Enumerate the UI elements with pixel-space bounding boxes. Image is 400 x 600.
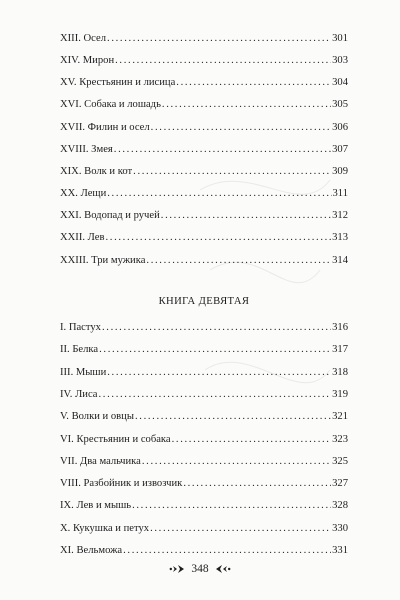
toc-entry-title: XIII. Осел: [60, 33, 107, 44]
toc-entry-title: XX. Лещи: [60, 188, 107, 200]
toc-entry-title: XXII. Лев: [60, 232, 105, 244]
toc-entry-page: 303: [332, 55, 348, 67]
section-heading: КНИГА ДЕВЯТАЯ: [158, 296, 250, 307]
toc-entry-page: 301: [332, 33, 348, 44]
toc-entry-page: 313: [332, 232, 348, 244]
toc-entry-page: 312: [332, 210, 348, 222]
toc-dot-leader: [142, 456, 331, 468]
toc-dot-leader: [183, 478, 331, 490]
page-footer: [0, 563, 400, 575]
toc-dot-leader: [133, 166, 331, 178]
toc-entry-page: 325: [332, 455, 348, 467]
toc-entry: [60, 340, 348, 356]
ornament-right-icon: [215, 564, 231, 574]
toc-dot-leader: [102, 322, 331, 334]
toc-entry-title: XXI. Водопад и ручей: [60, 210, 160, 222]
toc-entry-title: XIV. Мирон: [60, 55, 115, 67]
toc-entry-page: 318: [332, 366, 348, 378]
toc-entry: [60, 29, 348, 45]
toc-entry-page: 314: [332, 254, 348, 266]
toc-dot-leader: [107, 33, 331, 45]
toc-dot-leader: [105, 232, 331, 244]
toc-entry-page: 319: [332, 388, 348, 400]
toc-dot-leader: [162, 99, 331, 111]
toc-entry-title: IV. Лиса: [60, 388, 98, 400]
toc-dot-leader: [99, 344, 331, 356]
toc-entry-page: 323: [332, 433, 348, 445]
toc-dot-leader: [172, 434, 332, 446]
toc-entry: [60, 541, 348, 557]
toc-entry-title: II. Белка: [60, 344, 99, 356]
toc-entry-page: 304: [332, 77, 348, 89]
toc-dot-leader: [135, 411, 331, 423]
toc-entry: [60, 206, 348, 222]
toc-entry-title: I. Пастух: [60, 322, 101, 333]
toc-entry-page: 309: [332, 165, 348, 177]
toc-entry-page: 327: [332, 478, 348, 490]
toc-entry: [60, 251, 348, 267]
toc-entry-title: IX. Лев и мышь: [60, 500, 132, 512]
toc-entry-title: VII. Два мальчика: [60, 455, 141, 467]
toc-entry-page: 321: [332, 411, 348, 423]
toc-entry-title: XXIII. Три мужика: [60, 254, 146, 266]
page-number: 348: [191, 563, 209, 575]
toc-dot-leader: [107, 188, 331, 200]
toc-entry: [60, 184, 348, 200]
toc-dot-leader: [99, 389, 332, 401]
toc-dot-leader: [176, 77, 331, 89]
toc-entry-title: XVII. Филин и осел: [60, 121, 150, 133]
toc-entry: [60, 51, 348, 67]
toc-entry: [60, 385, 348, 401]
toc-entry-page: 331: [332, 545, 348, 556]
toc-dot-leader: [132, 500, 331, 512]
toc-entry-title: VI. Крестьянин и собака: [60, 433, 171, 445]
toc-entry: [60, 452, 348, 468]
toc-entry-page: 307: [332, 143, 348, 155]
toc-entry: [60, 474, 348, 490]
toc-entry-page: 328: [332, 500, 348, 512]
toc-dot-leader: [150, 523, 331, 535]
toc-entry-title: XVI. Собака и лошадь: [60, 99, 161, 111]
toc-entry-title: X. Кукушка и петух: [60, 522, 150, 534]
toc-entry: [60, 228, 348, 244]
toc-dot-leader: [114, 144, 331, 156]
toc-entry: [60, 430, 348, 446]
toc-entry: [60, 73, 348, 89]
toc-entry-title: VIII. Разбойник и извозчик: [60, 478, 183, 490]
toc-entry: [60, 118, 348, 134]
toc-entry: [60, 496, 348, 512]
toc-entry-title: XVIII. Змея: [60, 143, 113, 155]
toc-entry: [60, 519, 348, 535]
toc-entry-title: V. Волки и овцы: [60, 411, 134, 423]
toc-entry: [60, 363, 348, 379]
toc-dot-leader: [107, 367, 331, 379]
toc-entry: [60, 162, 348, 178]
ornament-left-icon: [169, 564, 185, 574]
toc-entry-title: XV. Крестьянин и лисица: [60, 77, 176, 89]
toc-entry: [60, 407, 348, 423]
toc-entry-title: III. Мыши: [60, 366, 107, 378]
toc-dot-leader: [161, 210, 331, 222]
toc-entry: [60, 140, 348, 156]
toc-entry: [60, 318, 348, 334]
toc-entry: [60, 95, 348, 111]
toc-entry-page: 316: [332, 322, 348, 333]
toc-entry-title: XIX. Волк и кот: [60, 165, 133, 177]
toc-entry-page: 305: [332, 99, 348, 111]
toc-entry-title: XI. Вельможа: [60, 545, 123, 556]
toc-entry-page: 330: [332, 522, 348, 534]
toc-dot-leader: [146, 255, 331, 267]
toc-dot-leader: [123, 545, 331, 557]
toc-entry-page: 311: [332, 188, 348, 200]
toc-dot-leader: [115, 55, 331, 67]
toc-entry-page: 317: [332, 344, 348, 356]
toc-entry-page: 306: [332, 121, 348, 133]
toc-dot-leader: [151, 122, 331, 134]
